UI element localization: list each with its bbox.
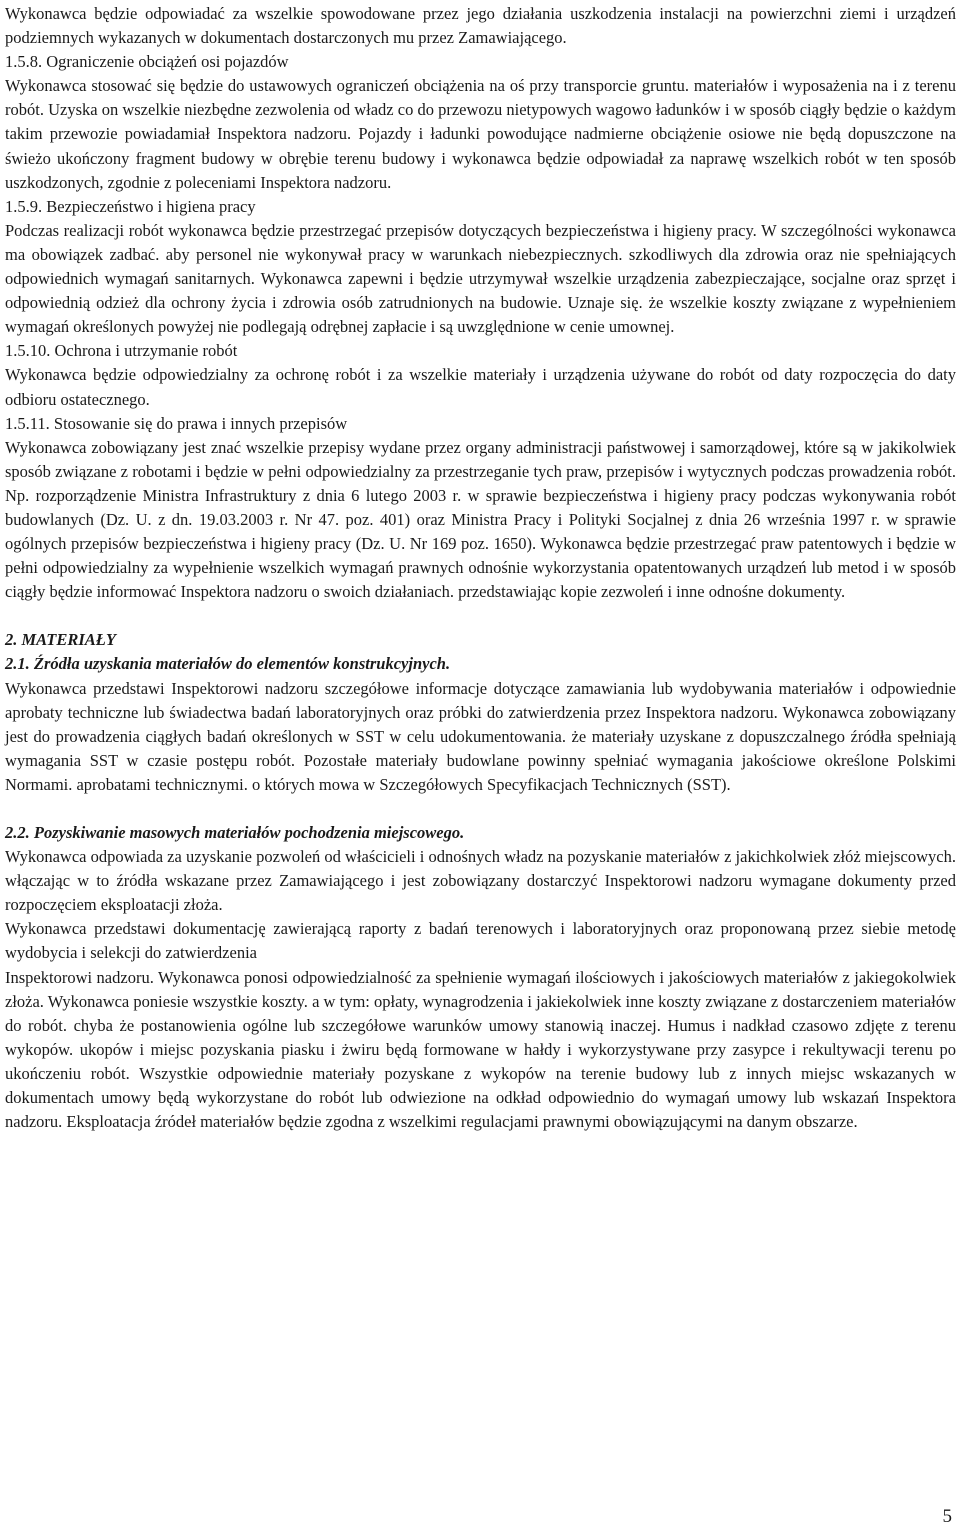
body-paragraph: Wykonawca odpowiada za uzyskanie pozwoleń od właścicieli i odnośnych władz na pozyskanie materiałów z jakichkolwiek złóż miejscowych. włączając w to źródła wskazane przez Zamawiającego i jest zobowiązany dostarczyć Inspektorowi nadzoru wymagane dokumenty przed rozpoczęciem eksploatacji złoża.	[5, 847, 956, 915]
body-paragraph: Wykonawca będzie odpowiadać za wszelkie spowodowane przez jego działania uszkodzenia instalacji na powierzchni ziemi i urządzeń podziemnych wykazanych w dokumentach dostarczonych mu przez Zamawiającego.	[5, 4, 956, 48]
body-paragraph: 1.5.9. Bezpieczeństwo i higiena pracy	[5, 196, 256, 216]
body-paragraph: 1.5.8. Ograniczenie obciążeń osi pojazdów	[5, 52, 289, 72]
body-paragraph: Wykonawca stosować się będzie do ustawowych ograniczeń obciążenia na oś przy transporcie gruntu. materiałów i wyposażenia na i z terenu robót. Uzyska on wszelkie niezbędne zezwolenia od władz co do przewozu nietypowych wagowo ładunków i w sposób ciągły będzie o każdym takim przewozie powiadamiał Inspektora nadzoru. Pojazdy i ładunki powodujące nadmierne obciążenie osiowe nie będą dopuszczone na świeżo ukończony fragment budowy w obrębie terenu budowy i wykonawca będzie odpowiadał za naprawę wszelkich robót w ten sposób uszkodzonych, zgodnie z poleceniami Inspektora nadzoru.	[5, 76, 956, 192]
paragraph-gap	[5, 797, 956, 821]
paragraph-gap	[5, 604, 956, 628]
body-paragraph: Podczas realizacji robót wykonawca będzie przestrzegać przepisów dotyczących bezpieczeństwa i higieny pracy. W szczególności wykonawca ma obowiązek zadbać. aby personel nie wykonywał pracy w warunkach niebezpiecznych. szkodliwych dla zdrowia oraz nie spełniających odpowiednich wymagań sanitarnych. Wykonawca zapewni i będzie utrzymywał wszelkie urządzenia zabezpieczające, socjalne oraz sprzęt i odpowiednią odzież dla ochrony życia i zdrowia osób zatrudnionych na budowie. Uznaje się. że wszelkie koszty związane z wypełnieniem wymagań określonych powyżej nie podlegają odrębnej zapłacie i są uwzględnione w cenie umownej.	[5, 220, 956, 337]
body-paragraph: Inspektorowi nadzoru. Wykonawca ponosi odpowiedzialność za spełnienie wymagań ilościowych i jakościowych materiałów z jakiegokolwiek złoża. Wykonawca poniesie wszystkie koszty. a w tym: opłaty, wynagrodzenia i jakiekolwiek inne koszty związane z dostarczeniem materiałów do robót. chyba że postanowienia ogólne lub szczegółowe warunków umowy stanowią inaczej. Humus i nadkład czasowo zdjęte z terenu wykopów. ukopów i miejsc pozyskania piasku i żwiru będą formowane w hałdy i wykorzystywane przy zasypce i rekultywacji terenu po ukończeniu robót. Wszystkie odpowiednie materiały pozyskane z wykopów na terenie budowy lub z innych miejsc wskazanych w dokumentach umowy będą wykorzystane do robót lub odwiezione na odkład odpowiednio do wymagań umowy lub wskazań Inspektora nadzoru. Eksploatacja źródeł materiałów będzie zgodna z wszelkimi regulacjami prawnymi obowiązującymi na danym obszarze.	[5, 967, 956, 1132]
body-paragraph: 1.5.11. Stosowanie się do prawa i innych przepisów	[5, 413, 348, 433]
body-paragraph: Wykonawca zobowiązany jest znać wszelkie przepisy wydane przez organy administracji państwowej i samorządowej, które są w jakikolwiek sposób związane z robotami i będzie w pełni odpowiedzialny za przestrzeganie tych praw, przepisów i wytycznych podczas prowadzenia robót. Np. rozporządzenie Ministra Infrastruktury z dnia 6 lutego 2003 r. w sprawie bezpieczeństwa i higieny pracy podczas wykonywania robót budowlanych (Dz. U. z dn. 19.03.2003 r. Nr 47. poz. 401) oraz Ministra Pracy i Polityki Socjalnej z dnia 26 września 1997 r. w sprawie ogólnych przepisów bezpieczeństwa i higieny pracy (Dz. U. Nr 169 poz. 1650). Wykonawca będzie przestrzegać praw patentowych i będzie w pełni odpowiedzialny za wypełnienie wszelkich wymagań prawnych odnośnie wykorzystania opatentowanych urządzeń lub metod i w sposób ciągły będzie informować Inspektora nadzoru o swoich działaniach. przedstawiając kopie zezwoleń i inne odnośne dokumenty.	[5, 437, 956, 602]
section-heading: 2. MATERIAŁY	[5, 630, 116, 650]
document-page	[5, 2, 956, 1134]
page-number: 5	[942, 1506, 952, 1527]
body-paragraph: Wykonawca przedstawi dokumentację zawierającą raporty z badań terenowych i laboratoryjnych oraz proponowaną przez siebie metodę wydobycia i selekcji do zatwierdzenia	[5, 919, 956, 963]
section-heading: 2.2. Pozyskiwanie masowych materiałów pochodzenia miejscowego.	[5, 823, 465, 842]
body-paragraph: Wykonawca będzie odpowiedzialny za ochronę robót i za wszelkie materiały i urządzenia używane do robót od daty rozpoczęcia do daty odbioru ostatecznego.	[5, 365, 956, 409]
body-paragraph: 1.5.10. Ochrona i utrzymanie robót	[5, 341, 238, 361]
section-heading: 2.1. Źródła uzyskania materiałów do elementów konstrukcyjnych.	[5, 654, 451, 674]
body-paragraph: Wykonawca przedstawi Inspektorowi nadzoru szczegółowe informacje dotyczące zamawiania lub wydobywania materiałów i odpowiednie aprobaty techniczne lub świadectwa badań laboratoryjnych oraz próbki do zatwierdzenia przez Inspektora nadzoru. Wykonawca zobowiązany jest do prowadzenia ciągłych badań określonych w SST w celu udokumentowania. że materiały uzyskane z dopuszczalnego źródła spełniają wymagania SST w czasie postępu robót. Pozostałe materiały budowlane powinny spełniać wymagania jakościowe określone Polskimi Normami. aprobatami technicznymi. o których mowa w Szczegółowych Specyfikacjach Technicznych (SST).	[5, 678, 956, 794]
